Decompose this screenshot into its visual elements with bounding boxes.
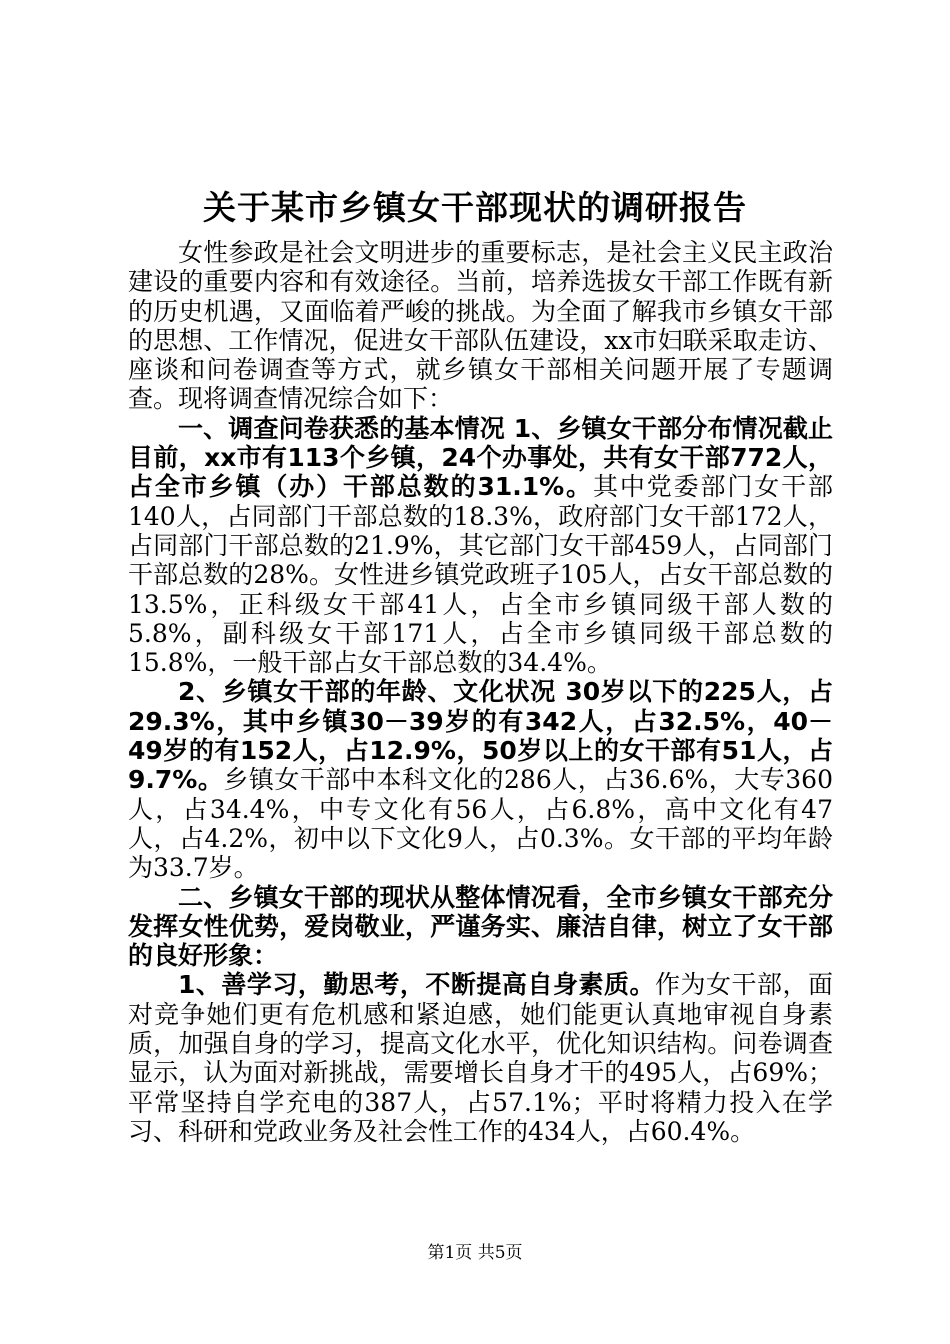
paragraph-section-1 bbox=[128, 414, 833, 678]
age-education-heading: 2、乡镇女干部的年龄、文化状况 30岁以下的225人，占29.3%，其中乡镇30－39岁的有342人，占32.5%，40－49岁的有152人，占12.9%，50岁以上的女干部有51人，占9.7%。 bbox=[128, 677, 833, 795]
page-footer: 第1页 共5页 bbox=[427, 1243, 523, 1263]
paragraph-intro: 女性参政是社会文明进步的重要标志，是社会主义民主政治建设的重要内容和有效途径。当前，培养选拔女干部工作既有新的历史机遇，又面临着严峻的挑战。为全面了解我市乡镇女干部的思想、工作情况，促进女干部队伍建设，xx市妇联采取走访、座谈和问卷调查等方式，就乡镇女干部相关问题开展了专题调查。现将调查情况综合如下： bbox=[128, 238, 833, 414]
section-1-heading: 一、调查问卷获悉的基本情况 1、乡镇女干部分布情况截止目前，xx市有113个乡镇，24个办事处，共有女干部772人，占全市乡镇（办）干部总数的31.1%。 bbox=[128, 413, 833, 502]
study-text: 作为女干部，面对竞争她们更有危机感和紧迫感，她们能更认真地审视自身素质，加强自身的学习，提高文化水平，优化知识结构。问卷调查显示，认为面对新挑战，需要增长自身才干的495人，占69%；平常坚持自学充电的387人，占57.1%；平时将精力投入在学习、科研和党政业务及社会性工作的434人，占60.4%。 bbox=[128, 970, 833, 1146]
paragraph-section-2 bbox=[128, 883, 833, 971]
age-education-text: 乡镇女干部中本科文化的286人，占36.6%，大专360人，占34.4%，中专文化有56人，占6.8%，高中文化有47人，占4.2%，初中以下文化9人，占0.3%。女干部的平均年龄为33.7岁。 bbox=[128, 765, 833, 883]
study-heading: 1、善学习，勤思考，不断提高自身素质。 bbox=[178, 970, 655, 1000]
paragraph-age-education bbox=[128, 677, 833, 882]
paragraph-study bbox=[128, 970, 833, 1146]
document-body bbox=[128, 238, 833, 1146]
document-title: 关于某市乡镇女干部现状的调研报告 bbox=[203, 188, 747, 227]
section-1-text: 其中党委部门女干部140人，占同部门干部总数的18.3%，政府部门女干部172人，占同部门干部总数的21.9%，其它部门女干部459人，占同部门干部总数的28%。女性进乡镇党政班子105人，占女干部总数的13.5%，正科级女干部41人，占全市乡镇同级干部人数的5.8%，副科级女干部171人，占全市乡镇同级干部总数的15.8%，一般干部占女干部总数的34.4%。 bbox=[128, 472, 833, 678]
section-2-heading: 二、乡镇女干部的现状从整体情况看，全市乡镇女干部充分发挥女性优势，爱岗敬业，严谨务实、廉洁自律，树立了女干部的良好形象： bbox=[128, 882, 833, 971]
